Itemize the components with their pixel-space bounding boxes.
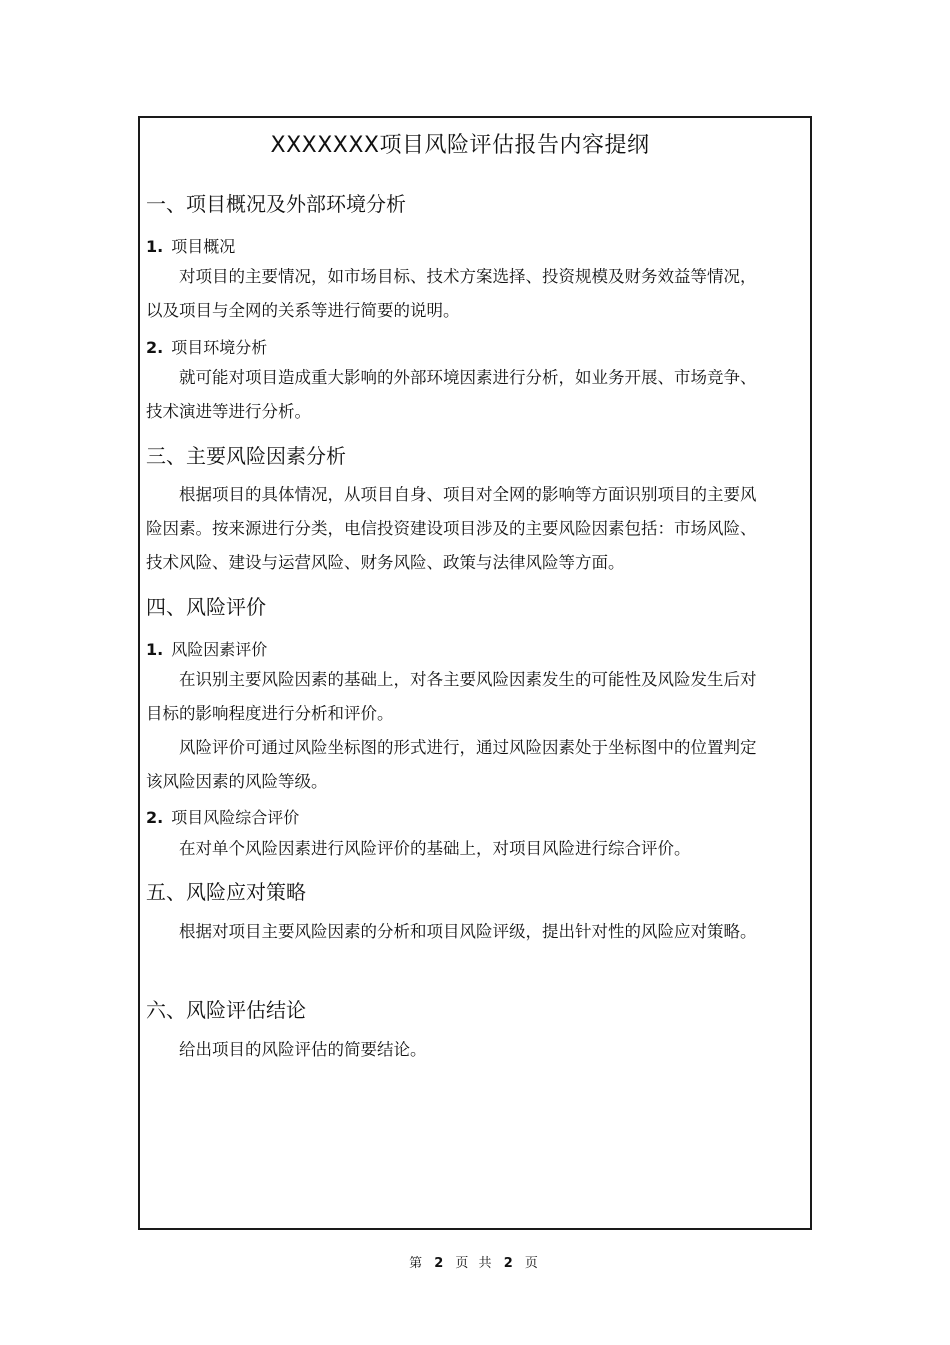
subsection-number: 1. bbox=[146, 640, 164, 659]
subsection-label: 项目风险综合评价 bbox=[171, 808, 300, 827]
section-heading-6: 六、风险评估结论 bbox=[146, 998, 306, 1022]
total-page-number: 2 bbox=[503, 1256, 516, 1271]
paragraph-comprehensive-evaluation: 在对单个风险因素进行风险评价的基础上，对项目风险进行综合评价。 bbox=[179, 839, 691, 858]
subsection-label: 项目环境分析 bbox=[171, 338, 268, 357]
subsection-heading-1-2 bbox=[146, 335, 761, 358]
subsection-label: 风险因素评价 bbox=[171, 640, 268, 659]
subsection-number: 2. bbox=[146, 338, 164, 357]
paragraph-environment-analysis: 就可能对项目造成重大影响的外部环境因素进行分析，如业务开展、市场竞争、技术演进等进行分析。 bbox=[146, 368, 757, 421]
subsection-number: 1. bbox=[146, 237, 164, 256]
paragraph-conclusion: 给出项目的风险评估的简要结论。 bbox=[179, 1040, 427, 1059]
subsection-heading-4-2 bbox=[146, 805, 761, 828]
section-heading-4: 四、风险评价 bbox=[146, 595, 266, 619]
subsection-heading-4-1 bbox=[146, 637, 761, 660]
document-title: XXXXXXX项目风险评估报告内容提纲 bbox=[270, 133, 650, 158]
paragraph-risk-factors: 根据项目的具体情况，从项目自身、项目对全网的影响等方面识别项目的主要风险因素。按来源进行分类，电信投资建设项目涉及的主要风险因素包括：市场风险、技术风险、建设与运营风险、财务风险、政策与法律风险等方面。 bbox=[146, 485, 757, 572]
subsection-number: 2. bbox=[146, 808, 164, 827]
section-heading-1: 一、项目概况及外部环境分析 bbox=[146, 192, 406, 216]
footer-text-pre: 第 bbox=[409, 1256, 426, 1271]
document-frame bbox=[138, 116, 812, 1230]
page-footer bbox=[0, 1252, 950, 1271]
section-heading-5: 五、风险应对策略 bbox=[146, 880, 306, 904]
paragraph-risk-factor-evaluation: 在识别主要风险因素的基础上，对各主要风险因素发生的可能性及风险发生后对目标的影响程度进行分析和评价。 bbox=[146, 670, 757, 723]
footer-text-mid: 页 共 bbox=[455, 1256, 495, 1271]
subsection-label: 项目概况 bbox=[171, 237, 236, 256]
current-page-number: 2 bbox=[434, 1256, 447, 1271]
paragraph-risk-coordinate-chart: 风险评价可通过风险坐标图的形式进行，通过风险因素处于坐标图中的位置判定该风险因素的风险等级。 bbox=[146, 738, 757, 791]
footer-text-post: 页 bbox=[524, 1256, 541, 1271]
paragraph-project-overview: 对项目的主要情况，如市场目标、技术方案选择、投资规模及财务效益等情况，以及项目与全网的关系等进行简要的说明。 bbox=[146, 267, 757, 320]
paragraph-response-strategy: 根据对项目主要风险因素的分析和项目风险评级，提出针对性的风险应对策略。 bbox=[179, 922, 757, 941]
subsection-heading-1-1 bbox=[146, 234, 761, 257]
section-heading-3: 三、主要风险因素分析 bbox=[146, 444, 346, 468]
